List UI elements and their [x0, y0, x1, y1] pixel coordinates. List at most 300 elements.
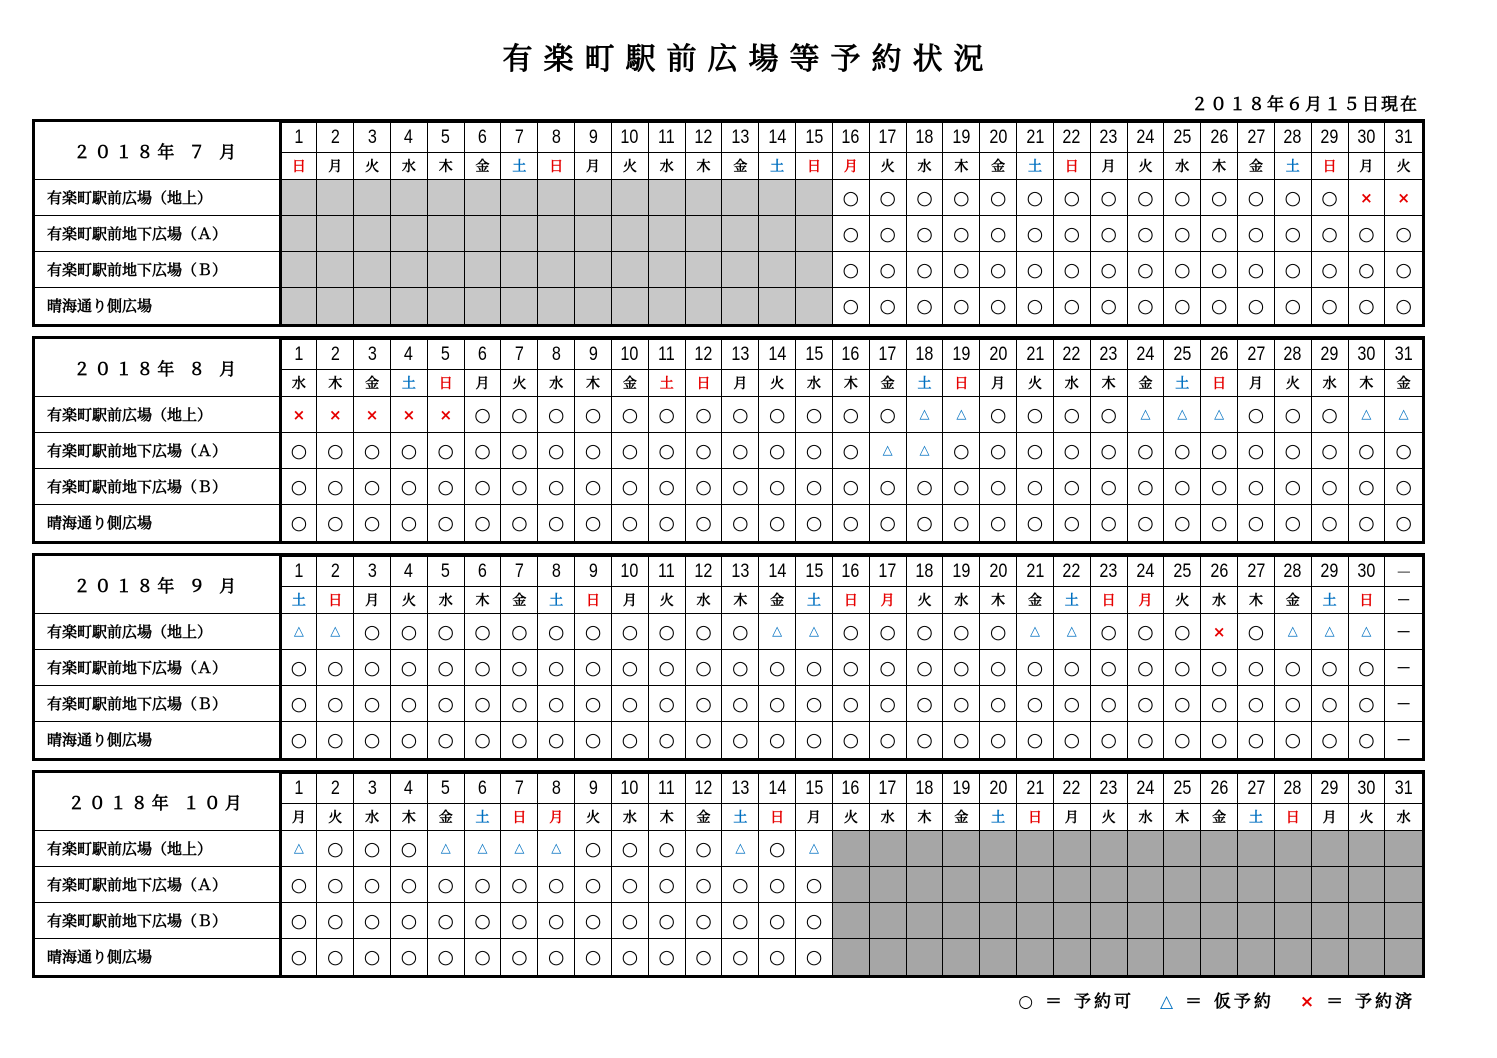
- status-cell-circle: ○: [1090, 614, 1127, 650]
- status-cell-circle: ○: [501, 614, 538, 650]
- date-cell: 5: [430, 774, 461, 804]
- status-cell-circle: ○: [832, 288, 869, 324]
- status-cell-circle: ○: [869, 397, 906, 433]
- status-cell-circle: ○: [1274, 469, 1311, 505]
- table-row: [35, 397, 1422, 433]
- status-cell-circle: ○: [575, 867, 612, 903]
- status-cell-circle: ○: [759, 433, 796, 469]
- status-cell-na: [464, 216, 501, 252]
- status-cell-circle: ○: [1238, 686, 1275, 722]
- status-cell-circle: ○: [575, 831, 612, 867]
- status-cell-circle: ○: [869, 469, 906, 505]
- place-label: 有楽町駅前地下広場（Ａ）: [35, 867, 280, 903]
- status-cell-circle: ○: [1053, 722, 1090, 758]
- status-cell-circle: ○: [280, 469, 317, 505]
- status-cell-circle: ○: [1311, 180, 1348, 216]
- status-cell-circle: ○: [611, 433, 648, 469]
- status-cell-na: [390, 288, 427, 324]
- status-cell-circle: ○: [685, 831, 722, 867]
- status-cell-na: [317, 216, 354, 252]
- weekday-cell: 土: [648, 370, 685, 397]
- status-cell-circle: ○: [1053, 505, 1090, 541]
- date-cell: 20: [982, 774, 1013, 804]
- legend-symbol: △: [1159, 992, 1177, 1012]
- weekday-cell: 日: [538, 153, 575, 180]
- weekday-cell: 月: [832, 153, 869, 180]
- date-cell: 10: [614, 557, 645, 587]
- status-cell-circle: ○: [354, 469, 391, 505]
- status-cell-circle: ○: [1238, 433, 1275, 469]
- weekday-cell: 日: [1274, 804, 1311, 831]
- status-cell-na: [317, 252, 354, 288]
- status-cell-circle: ○: [759, 505, 796, 541]
- status-cell-circle: ○: [980, 252, 1017, 288]
- status-cell-circle: ○: [796, 939, 833, 975]
- status-cell-na: [1311, 939, 1348, 975]
- date-cell: 9: [577, 123, 608, 153]
- status-cell-circle: ○: [280, 903, 317, 939]
- status-cell-circle: ○: [575, 397, 612, 433]
- status-cell-circle: ○: [501, 686, 538, 722]
- status-cell-na: [685, 288, 722, 324]
- status-cell-tri: △: [722, 831, 759, 867]
- status-cell-circle: ○: [832, 505, 869, 541]
- status-cell-na: [943, 939, 980, 975]
- status-cell-na: [648, 288, 685, 324]
- status-cell-circle: ○: [1127, 433, 1164, 469]
- weekday-cell: 木: [1090, 370, 1127, 397]
- status-cell-circle: ○: [1017, 397, 1054, 433]
- status-cell-circle: ○: [722, 939, 759, 975]
- status-cell-tri: △: [796, 831, 833, 867]
- status-cell-circle: ○: [501, 469, 538, 505]
- status-cell-circle: ○: [1127, 288, 1164, 324]
- status-cell-circle: ○: [611, 867, 648, 903]
- weekday-cell: 水: [1127, 804, 1164, 831]
- status-cell-circle: ○: [1311, 505, 1348, 541]
- status-cell-circle: ○: [980, 505, 1017, 541]
- date-cell: 16: [835, 340, 866, 370]
- month-label: ２０１８年 ８ 月: [35, 340, 280, 397]
- status-cell-tri: △: [464, 831, 501, 867]
- status-cell-circle: ○: [832, 722, 869, 758]
- status-cell-tri: △: [280, 831, 317, 867]
- status-cell-circle: ○: [832, 216, 869, 252]
- status-cell-circle: ○: [575, 505, 612, 541]
- status-cell-circle: ○: [759, 939, 796, 975]
- status-cell-circle: ○: [685, 903, 722, 939]
- date-cell: 8: [541, 557, 572, 587]
- status-cell-na: [427, 252, 464, 288]
- month-block: [32, 119, 1425, 327]
- weekday-cell: 月: [1053, 804, 1090, 831]
- date-cell: 6: [467, 340, 498, 370]
- reservation-table: [35, 773, 1422, 975]
- status-cell-na: [354, 252, 391, 288]
- status-cell-circle: ○: [796, 650, 833, 686]
- status-cell-na: [1053, 831, 1090, 867]
- status-cell-circle: ○: [427, 686, 464, 722]
- status-cell-na: [980, 831, 1017, 867]
- date-cell: 28: [1277, 123, 1308, 153]
- date-cell: 15: [798, 340, 829, 370]
- status-cell-circle: ○: [280, 722, 317, 758]
- status-cell-circle: ○: [1274, 397, 1311, 433]
- status-cell-circle: ○: [354, 686, 391, 722]
- weekday-cell: 水: [280, 370, 317, 397]
- status-cell-circle: ○: [832, 433, 869, 469]
- status-cell-circle: ○: [648, 469, 685, 505]
- status-cell-circle: ○: [538, 433, 575, 469]
- status-cell-circle: ○: [1238, 180, 1275, 216]
- status-cell-circle: ○: [796, 505, 833, 541]
- status-cell-circle: ○: [501, 397, 538, 433]
- weekday-cell: 日: [317, 587, 354, 614]
- status-cell-circle: ○: [1274, 252, 1311, 288]
- status-cell-tri: △: [869, 433, 906, 469]
- status-cell-na: [611, 252, 648, 288]
- status-cell-circle: ○: [685, 505, 722, 541]
- date-cell: 11: [651, 774, 682, 804]
- status-cell-na: [611, 288, 648, 324]
- status-cell-na: [1090, 939, 1127, 975]
- status-cell-circle: ○: [906, 722, 943, 758]
- weekday-cell: 土: [464, 804, 501, 831]
- status-cell-circle: ○: [390, 614, 427, 650]
- status-cell-circle: ○: [1090, 252, 1127, 288]
- status-cell-circle: ○: [538, 686, 575, 722]
- status-cell-na: [1385, 831, 1422, 867]
- status-cell-circle: ○: [1201, 216, 1238, 252]
- status-cell-circle: ○: [1238, 614, 1275, 650]
- status-cell-circle: ○: [869, 650, 906, 686]
- date-cell: 20: [982, 340, 1013, 370]
- status-cell-circle: ○: [1017, 252, 1054, 288]
- weekday-cell: 土: [1274, 153, 1311, 180]
- status-cell-tri: △: [1348, 397, 1385, 433]
- status-cell-circle: ○: [685, 722, 722, 758]
- date-cell: 23: [1093, 340, 1124, 370]
- status-cell-na: [1385, 903, 1422, 939]
- date-cell: 4: [393, 340, 424, 370]
- status-cell-circle: ○: [1311, 252, 1348, 288]
- status-cell-circle: ○: [685, 397, 722, 433]
- status-cell-circle: ○: [943, 722, 980, 758]
- status-cell-na: [280, 216, 317, 252]
- status-cell-circle: ○: [611, 939, 648, 975]
- date-cell: 8: [541, 774, 572, 804]
- weekday-cell: 日: [1090, 587, 1127, 614]
- status-cell-circle: ○: [390, 686, 427, 722]
- table-row: [35, 180, 1422, 216]
- date-cell: 18: [909, 340, 940, 370]
- legend-item: [1018, 992, 1134, 1012]
- status-cell-cross: ×: [427, 397, 464, 433]
- weekday-cell: 土: [538, 587, 575, 614]
- weekday-cell: 月: [1127, 587, 1164, 614]
- status-cell-na: [538, 288, 575, 324]
- status-cell-circle: ○: [317, 939, 354, 975]
- table-row: [35, 614, 1422, 650]
- status-cell-na: [796, 180, 833, 216]
- legend: [992, 987, 1415, 1012]
- status-cell-circle: ○: [501, 722, 538, 758]
- status-cell-circle: ○: [869, 614, 906, 650]
- status-cell-circle: ○: [1274, 433, 1311, 469]
- status-cell-circle: ○: [427, 650, 464, 686]
- status-cell-circle: ○: [685, 469, 722, 505]
- date-cell: 24: [1130, 123, 1161, 153]
- status-cell-circle: ○: [354, 650, 391, 686]
- status-cell-na: [759, 252, 796, 288]
- date-cell: 2: [320, 123, 351, 153]
- status-cell-na: [1017, 939, 1054, 975]
- status-cell-circle: ○: [906, 650, 943, 686]
- weekday-cell: 月: [796, 804, 833, 831]
- status-cell-circle: ○: [980, 433, 1017, 469]
- status-cell-circle: ○: [796, 469, 833, 505]
- weekday-cell: 日: [1053, 153, 1090, 180]
- weekday-cell: 日: [943, 370, 980, 397]
- status-cell-circle: ○: [280, 650, 317, 686]
- status-cell-circle: ○: [611, 614, 648, 650]
- weekday-cell: 火: [1017, 370, 1054, 397]
- status-cell-circle: ○: [722, 867, 759, 903]
- status-cell-circle: ○: [1053, 252, 1090, 288]
- status-cell-circle: ○: [759, 650, 796, 686]
- weekday-cell: 金: [427, 804, 464, 831]
- status-cell-na: [1090, 867, 1127, 903]
- weekday-cell: 月: [869, 587, 906, 614]
- status-cell-circle: ○: [1164, 180, 1201, 216]
- status-cell-circle: ○: [980, 180, 1017, 216]
- status-cell-circle: ○: [759, 867, 796, 903]
- status-cell-circle: ○: [1385, 433, 1422, 469]
- legend-symbol: ×: [1299, 992, 1318, 1012]
- status-cell-circle: ○: [317, 433, 354, 469]
- status-cell-na: [685, 180, 722, 216]
- date-cell: 28: [1277, 557, 1308, 587]
- date-cell: 16: [835, 557, 866, 587]
- status-cell-circle: ○: [1385, 252, 1422, 288]
- status-cell-circle: ○: [575, 650, 612, 686]
- status-cell-na: [943, 867, 980, 903]
- status-cell-circle: ○: [1053, 180, 1090, 216]
- weekday-cell: 木: [685, 153, 722, 180]
- status-cell-circle: ○: [869, 722, 906, 758]
- status-cell-circle: ○: [464, 469, 501, 505]
- weekday-cell: 土: [759, 153, 796, 180]
- status-cell-tri: △: [759, 614, 796, 650]
- date-cell: 23: [1093, 557, 1124, 587]
- status-cell-circle: ○: [906, 216, 943, 252]
- status-cell-circle: ○: [832, 252, 869, 288]
- weekday-cell: 月: [1311, 804, 1348, 831]
- status-cell-circle: ○: [538, 722, 575, 758]
- status-cell-circle: ○: [648, 722, 685, 758]
- date-cell: 16: [835, 123, 866, 153]
- date-cell: 21: [1019, 123, 1050, 153]
- status-cell-na: [611, 216, 648, 252]
- status-cell-circle: ○: [759, 397, 796, 433]
- weekday-cell: 月: [354, 587, 391, 614]
- status-cell-na: [501, 288, 538, 324]
- status-cell-na: [832, 903, 869, 939]
- status-cell-circle: ○: [1017, 505, 1054, 541]
- status-cell-circle: ○: [538, 939, 575, 975]
- month-block: [32, 336, 1425, 544]
- weekday-cell: 月: [1090, 153, 1127, 180]
- date-cell: 15: [798, 774, 829, 804]
- status-cell-circle: ○: [317, 686, 354, 722]
- legend-item: [1160, 992, 1274, 1012]
- date-cell: 30: [1351, 557, 1382, 587]
- status-cell-circle: ○: [906, 180, 943, 216]
- status-cell-circle: ○: [722, 722, 759, 758]
- date-cell: 12: [688, 557, 719, 587]
- date-cell: 26: [1203, 123, 1234, 153]
- weekday-cell: 月: [611, 587, 648, 614]
- status-cell-circle: ○: [1201, 433, 1238, 469]
- status-cell-na: [832, 867, 869, 903]
- weekday-cell: 火: [648, 587, 685, 614]
- weekday-cell: 土: [501, 153, 538, 180]
- status-cell-na: [1311, 831, 1348, 867]
- status-cell-cross: ×: [354, 397, 391, 433]
- status-cell-circle: ○: [280, 939, 317, 975]
- place-label: 有楽町駅前地下広場（Ａ）: [35, 433, 280, 469]
- status-cell-circle: ○: [1238, 469, 1275, 505]
- status-cell-circle: ○: [575, 433, 612, 469]
- status-cell-na: [980, 903, 1017, 939]
- status-cell-circle: ○: [317, 650, 354, 686]
- date-cell: 29: [1314, 340, 1345, 370]
- status-cell-na: [1090, 903, 1127, 939]
- month-label: ２０１８年 １０月: [35, 774, 280, 831]
- status-cell-cross: ×: [390, 397, 427, 433]
- status-cell-tri: △: [1385, 397, 1422, 433]
- table-row: [35, 288, 1422, 324]
- table-row: [35, 469, 1422, 505]
- status-cell-tri: △: [1201, 397, 1238, 433]
- place-label: 有楽町駅前地下広場（Ｂ）: [35, 252, 280, 288]
- status-cell-circle: ○: [1311, 469, 1348, 505]
- weekday-cell: 金: [611, 370, 648, 397]
- status-cell-na: [1348, 903, 1385, 939]
- date-cell: 11: [651, 123, 682, 153]
- status-cell-na: [538, 216, 575, 252]
- weekday-cell: 土: [280, 587, 317, 614]
- date-cell: 22: [1056, 340, 1087, 370]
- status-cell-circle: ○: [869, 288, 906, 324]
- status-cell-circle: ○: [1274, 505, 1311, 541]
- date-cell: 1: [283, 340, 314, 370]
- weekday-cell: 火: [869, 153, 906, 180]
- date-cell: 19: [946, 340, 977, 370]
- legend-text: ＝ 仮予約: [1176, 992, 1274, 1012]
- date-cell: 21: [1019, 557, 1050, 587]
- status-cell-circle: ○: [832, 614, 869, 650]
- status-cell-na: [1348, 831, 1385, 867]
- status-cell-circle: ○: [722, 686, 759, 722]
- status-cell-circle: ○: [722, 903, 759, 939]
- place-label: 有楽町駅前地下広場（Ｂ）: [35, 686, 280, 722]
- status-cell-cross: ×: [1201, 614, 1238, 650]
- date-cell: 9: [577, 774, 608, 804]
- status-cell-circle: ○: [796, 722, 833, 758]
- weekday-cell: 土: [1164, 370, 1201, 397]
- status-cell-na: [1127, 939, 1164, 975]
- place-label: 晴海通り側広場: [35, 288, 280, 324]
- status-cell-circle: ○: [1053, 686, 1090, 722]
- status-cell-circle: ○: [869, 180, 906, 216]
- status-cell-circle: ○: [1017, 686, 1054, 722]
- weekday-cell: 日: [796, 153, 833, 180]
- weekday-cell: 月: [280, 804, 317, 831]
- weekday-cell: 水: [796, 370, 833, 397]
- weekday-cell: 火: [1164, 587, 1201, 614]
- status-cell-circle: ○: [1238, 288, 1275, 324]
- status-cell-circle: ○: [1164, 252, 1201, 288]
- date-cell: 13: [725, 557, 756, 587]
- status-cell-na: [943, 903, 980, 939]
- status-cell-na: [722, 252, 759, 288]
- status-cell-circle: ○: [427, 939, 464, 975]
- date-cell: 8: [541, 340, 572, 370]
- status-cell-tri: △: [280, 614, 317, 650]
- status-cell-circle: ○: [980, 686, 1017, 722]
- status-cell-cross: ×: [280, 397, 317, 433]
- status-cell-circle: ○: [1053, 216, 1090, 252]
- status-cell-circle: ○: [980, 216, 1017, 252]
- place-label: 有楽町駅前地下広場（Ｂ）: [35, 903, 280, 939]
- status-cell-circle: ○: [1164, 686, 1201, 722]
- status-cell-circle: ○: [759, 831, 796, 867]
- status-cell-circle: ○: [1348, 686, 1385, 722]
- status-cell-circle: ○: [1127, 614, 1164, 650]
- status-cell-tri: △: [1274, 614, 1311, 650]
- weekday-cell: 火: [1274, 370, 1311, 397]
- weekday-cell: 金: [1201, 804, 1238, 831]
- status-cell-circle: ○: [1311, 397, 1348, 433]
- status-cell-circle: ○: [1164, 614, 1201, 650]
- weekday-cell: 土: [1311, 587, 1348, 614]
- weekday-cell: 火: [1348, 804, 1385, 831]
- status-cell-na: [759, 216, 796, 252]
- place-label: 有楽町駅前広場（地上）: [35, 397, 280, 433]
- weekday-cell: 火: [501, 370, 538, 397]
- status-cell-circle: ○: [611, 505, 648, 541]
- status-cell-na: [427, 288, 464, 324]
- status-cell-circle: ○: [1238, 252, 1275, 288]
- status-cell-circle: ○: [1348, 650, 1385, 686]
- status-cell-circle: ○: [1017, 469, 1054, 505]
- date-cell: 22: [1056, 557, 1087, 587]
- status-cell-circle: ○: [1017, 180, 1054, 216]
- date-cell: 27: [1240, 557, 1271, 587]
- date-cell: 4: [393, 123, 424, 153]
- status-cell-na: [906, 939, 943, 975]
- status-cell-circle: ○: [759, 722, 796, 758]
- table-row: [35, 903, 1422, 939]
- weekday-cell: 水: [685, 587, 722, 614]
- weekday-cell: 日: [280, 153, 317, 180]
- date-cell: 22: [1056, 774, 1087, 804]
- weekday-cell: 月: [722, 370, 759, 397]
- date-cell: 13: [725, 340, 756, 370]
- status-cell-circle: ○: [1238, 216, 1275, 252]
- status-cell-na: [1164, 831, 1201, 867]
